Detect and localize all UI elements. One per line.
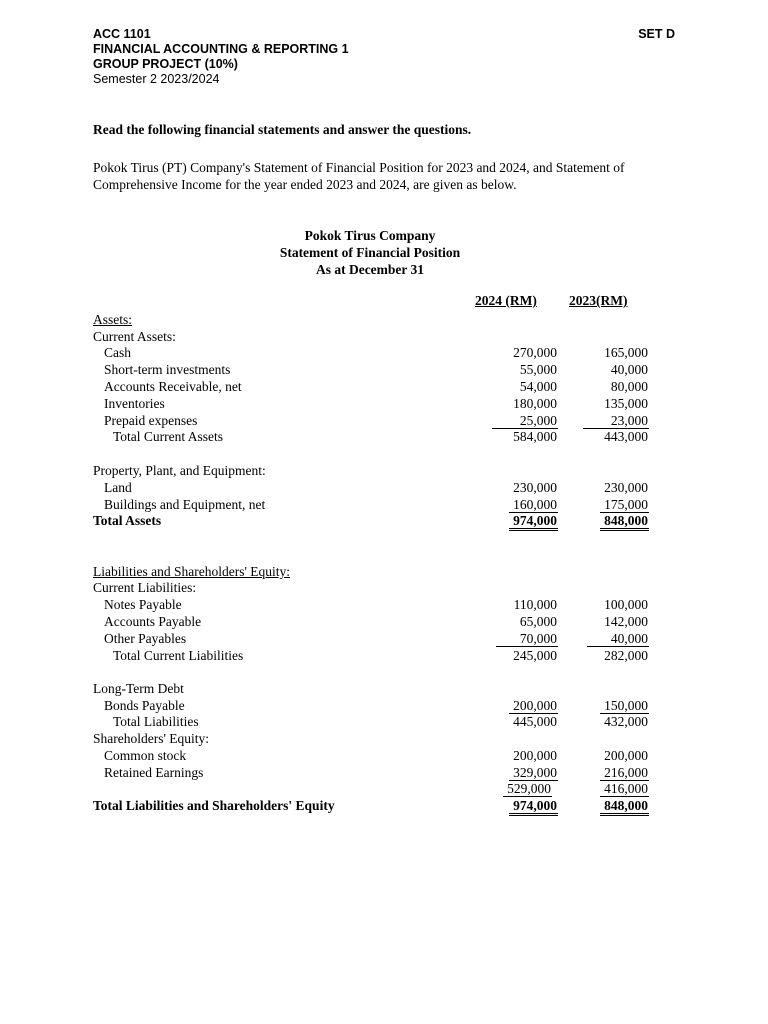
table-row xyxy=(0,395,768,412)
value-2024: 529,000 xyxy=(503,781,552,797)
instruction: Read the following financial statements and answer the questions. xyxy=(93,122,472,137)
current-assets-heading: Current Assets: xyxy=(93,329,176,344)
value-2024: 65,000 xyxy=(519,614,557,629)
table-row xyxy=(0,613,768,630)
assets-heading: Assets: xyxy=(93,312,133,327)
section-liabilities-equity xyxy=(0,563,768,580)
table-row xyxy=(0,596,768,613)
table-row xyxy=(0,428,768,445)
row-label: Inventories xyxy=(104,396,165,411)
value-2024: 200,000 xyxy=(509,698,558,714)
value-2023: 40,000 xyxy=(587,631,649,647)
value-2023: 142,000 xyxy=(604,614,648,629)
project-title: GROUP PROJECT (10%) xyxy=(93,57,238,71)
table-row xyxy=(0,747,768,764)
value-2024: 180,000 xyxy=(513,396,557,411)
column-header-2024: 2024 (RM) xyxy=(475,293,537,308)
row-label: Total Assets xyxy=(93,513,162,528)
statement-date: As at December 31 xyxy=(315,262,425,277)
current-liabilities-heading: Current Liabilities: xyxy=(93,580,197,595)
row-label: Total Current Liabilities xyxy=(113,648,244,663)
value-2024: 245,000 xyxy=(513,648,557,663)
statement-title: Statement of Financial Position xyxy=(279,245,461,260)
document-header xyxy=(93,27,349,87)
table-row xyxy=(0,344,768,361)
table-row xyxy=(0,496,768,513)
table-row xyxy=(0,697,768,714)
section-assets xyxy=(0,311,768,328)
course-code: ACC 1101 xyxy=(93,27,151,41)
value-2023: 135,000 xyxy=(604,396,648,411)
row-label: Cash xyxy=(104,345,131,360)
value-2024: 445,000 xyxy=(513,714,557,729)
row-label: Land xyxy=(104,480,132,495)
table-row xyxy=(0,647,768,664)
value-2023: 40,000 xyxy=(610,362,648,377)
value-2023: 200,000 xyxy=(604,748,648,763)
section-current-assets xyxy=(0,328,768,345)
table-row xyxy=(0,479,768,496)
value-2023: 165,000 xyxy=(604,345,648,360)
value-2023: 100,000 xyxy=(604,597,648,612)
section-long-term-debt xyxy=(0,680,768,697)
row-label: Total Liabilities and Shareholders' Equity xyxy=(93,798,335,813)
section-current-liabilities xyxy=(0,579,768,596)
table-row-total xyxy=(0,797,768,814)
value-2024: 70,000 xyxy=(496,631,558,647)
row-label: Retained Earnings xyxy=(104,765,204,780)
course-name: FINANCIAL ACCOUNTING & REPORTING 1 xyxy=(93,42,349,56)
intro-paragraph: Pokok Tirus (PT) Company's Statement of Financial Position for 2023 and 2024, and Statement of Comprehensive Income for the year ended 2023 and 2024, are given as below. xyxy=(93,160,625,192)
shareholders-equity-heading: Shareholders' Equity: xyxy=(93,731,210,746)
row-label: Notes Payable xyxy=(104,597,182,612)
value-2024: 974,000 xyxy=(509,798,558,816)
value-2023: 230,000 xyxy=(604,480,648,495)
ppe-heading: Property, Plant, and Equipment: xyxy=(93,463,266,478)
section-ppe xyxy=(0,462,768,479)
row-label: Accounts Payable xyxy=(104,614,202,629)
row-label: Bonds Payable xyxy=(104,698,185,713)
value-2023: 175,000 xyxy=(600,497,649,513)
semester: Semester 2 2023/2024 xyxy=(93,72,220,86)
value-2023: 150,000 xyxy=(600,698,649,714)
value-2024: 25,000 xyxy=(492,413,558,429)
value-2024: 329,000 xyxy=(509,765,558,781)
value-2024: 270,000 xyxy=(513,345,557,360)
value-2023: 216,000 xyxy=(600,765,649,781)
value-2023: 80,000 xyxy=(610,379,648,394)
row-label: Accounts Receivable, net xyxy=(104,379,242,394)
value-2024: 54,000 xyxy=(519,379,557,394)
row-label: Total Current Assets xyxy=(113,429,224,444)
set-label: SET D xyxy=(638,27,675,41)
value-2023: 443,000 xyxy=(604,429,648,444)
value-2023: 848,000 xyxy=(600,513,649,531)
value-2024: 584,000 xyxy=(513,429,557,444)
value-2024: 55,000 xyxy=(519,362,557,377)
table-row xyxy=(0,412,768,429)
table-row xyxy=(0,764,768,781)
row-label: Other Payables xyxy=(104,631,187,646)
row-label: Total Liabilities xyxy=(113,714,199,729)
company-name: Pokok Tirus Company xyxy=(304,228,436,243)
table-row xyxy=(0,378,768,395)
value-2023: 282,000 xyxy=(604,648,648,663)
section-shareholders-equity xyxy=(0,730,768,747)
table-row xyxy=(0,630,768,647)
liabilities-equity-heading: Liabilities and Shareholders' Equity: xyxy=(93,564,291,579)
long-term-debt-heading: Long-Term Debt xyxy=(93,681,184,696)
value-2024: 230,000 xyxy=(513,480,557,495)
value-2023: 848,000 xyxy=(600,798,649,816)
value-2024: 110,000 xyxy=(513,597,557,612)
value-2023: 23,000 xyxy=(583,413,649,429)
value-2024: 200,000 xyxy=(513,748,557,763)
value-2023: 416,000 xyxy=(600,781,649,797)
table-row xyxy=(0,713,768,730)
row-label: Prepaid expenses xyxy=(104,413,198,428)
table-row xyxy=(0,361,768,378)
value-2024: 974,000 xyxy=(509,513,558,531)
table-row-total xyxy=(0,512,768,529)
row-label: Buildings and Equipment, net xyxy=(104,497,266,512)
value-2023: 432,000 xyxy=(604,714,648,729)
row-label: Short-term investments xyxy=(104,362,231,377)
table-row-subtotal xyxy=(0,780,768,797)
value-2024: 160,000 xyxy=(509,497,558,513)
column-header-2023: 2023(RM) xyxy=(569,293,628,308)
row-label: Common stock xyxy=(104,748,187,763)
